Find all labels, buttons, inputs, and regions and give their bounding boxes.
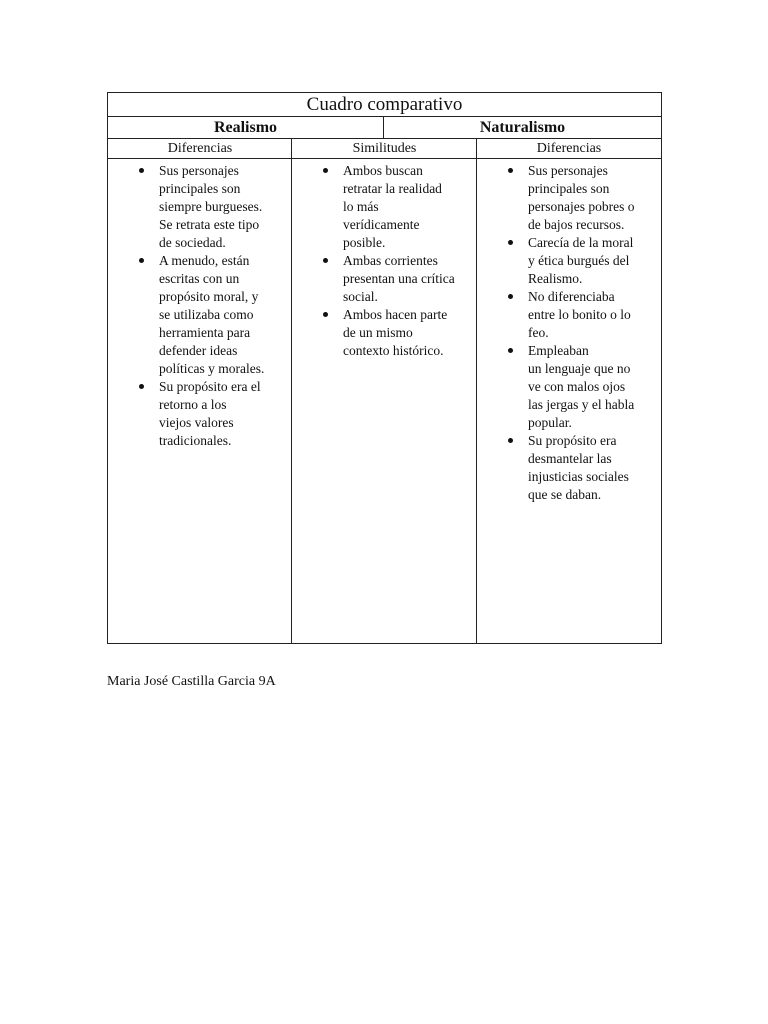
list-item	[159, 378, 284, 450]
list-item-line: un lenguaje que no	[528, 361, 631, 376]
list-item-line: ve con malos ojos	[528, 379, 626, 394]
list-item-line: Sus personajes	[528, 163, 608, 178]
list-item	[343, 162, 469, 252]
list-item-line: de un mismo	[343, 325, 413, 340]
list-item-line: social.	[343, 289, 378, 304]
list-item	[343, 252, 469, 306]
list-item-line: tradicionales.	[159, 433, 232, 448]
list-item-line: Ambos hacen parte	[343, 307, 448, 322]
list-item-line: defender ideas	[159, 343, 238, 358]
list-item	[528, 162, 653, 234]
bullet-list	[497, 162, 653, 504]
list-item-line: Ambas corrientes	[343, 253, 438, 268]
list-item-line: Empleaban	[528, 343, 589, 358]
column-header-row	[108, 139, 661, 159]
list-item-line: injusticias sociales	[528, 469, 629, 484]
list-item-line: desmantelar las	[528, 451, 612, 466]
list-item-line: Ambos buscan	[343, 163, 423, 178]
list-item-line: retratar la realidad	[343, 181, 442, 196]
column-header-similitudes: Similitudes	[352, 141, 417, 156]
list-item-line: Su propósito era el	[159, 379, 261, 394]
cell-diferencias-naturalismo	[477, 159, 661, 643]
list-item-line: y ética burgués del	[528, 253, 630, 268]
list-item-line: Realismo.	[528, 271, 583, 286]
list-item-line: que se daban.	[528, 487, 602, 502]
list-item	[528, 432, 653, 504]
list-item-line: posible.	[343, 235, 386, 250]
column-header-diferencias-realismo: Diferencias	[167, 141, 233, 156]
bullet-list	[312, 162, 469, 360]
list-item-line: de sociedad.	[159, 235, 226, 250]
group-header-row	[108, 117, 661, 139]
list-item-line: presentan una crítica	[343, 271, 455, 286]
table-title: Cuadro comparativo	[108, 93, 661, 117]
cell-similitudes	[292, 159, 477, 643]
list-item-line: Carecía de la moral	[528, 235, 634, 250]
list-item-line: entre lo bonito o lo	[528, 307, 631, 322]
list-item-line: herramienta para	[159, 325, 251, 340]
list-item-line: feo.	[528, 325, 549, 340]
list-item-line: personajes pobres o	[528, 199, 635, 214]
list-item-line: de bajos recursos.	[528, 217, 625, 232]
list-item-line: siempre burgueses.	[159, 199, 263, 214]
list-item-line: popular.	[528, 415, 572, 430]
list-item	[528, 342, 653, 432]
list-item-line: lo más	[343, 199, 379, 214]
bullet-list	[128, 162, 284, 450]
list-item-line: principales son	[159, 181, 241, 196]
list-item	[343, 306, 469, 360]
list-item-line: verídicamente	[343, 217, 420, 232]
list-item-line: Sus personajes	[159, 163, 239, 178]
list-item-line: A menudo, están	[159, 253, 250, 268]
list-item-line: retorno a los	[159, 397, 227, 412]
comparison-table	[107, 92, 662, 644]
group-header-naturalismo: Naturalismo	[479, 119, 566, 136]
list-item-line: principales son	[528, 181, 610, 196]
list-item-line: propósito moral, y	[159, 289, 259, 304]
list-item-line: escritas con un	[159, 271, 240, 286]
cell-diferencias-realismo	[108, 159, 292, 643]
column-header-diferencias-naturalismo: Diferencias	[536, 141, 602, 156]
group-header-realismo: Realismo	[108, 117, 384, 138]
author-signature: Maria José Castilla Garcia 9A	[107, 674, 276, 689]
list-item-line: las jergas y el habla	[528, 397, 635, 412]
list-item-line: No diferenciaba	[528, 289, 615, 304]
list-item-line: contexto histórico.	[343, 343, 444, 358]
list-item-line: Su propósito era	[528, 433, 617, 448]
list-item-line: se utilizaba como	[159, 307, 254, 322]
list-item	[528, 234, 653, 288]
list-item	[159, 252, 284, 378]
list-item	[528, 288, 653, 342]
list-item-line: políticas y morales.	[159, 361, 265, 376]
list-item-line: viejos valores	[159, 415, 234, 430]
list-item-line: Se retrata este tipo	[159, 217, 260, 232]
list-item	[159, 162, 284, 252]
